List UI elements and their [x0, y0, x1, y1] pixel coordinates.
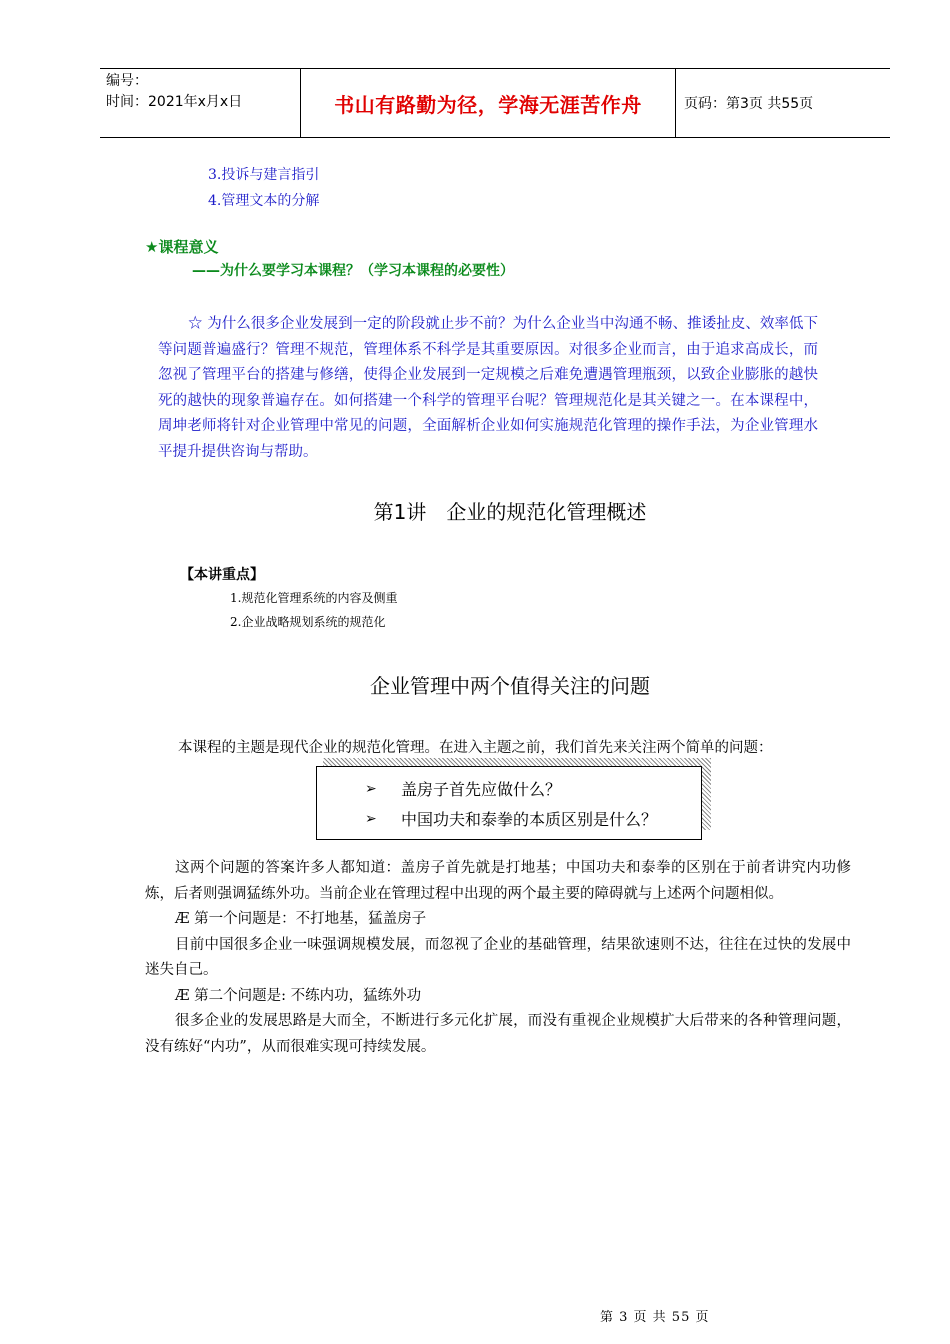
course-meaning-paragraph: ☆ 为什么很多企业发展到一定的阶段就止步不前？为什么企业当中沟通不畅、推诿扯皮、效率低下等问题普遍盛行？管理不规范，管理体系不科学是其重要原因。对很多企业而言，由于追求高成长，而忽视了管理平台的搭建与修缮，使得企业发展到一定规模之后难免遭遇管理瓶颈，以致企业膨胀的越快死的越快的现象普遍存在。如何搭建一个科学的管理平台呢？管理规范化是其关键之一。在本课程中，周坤老师将针对企业管理中常见的问题，全面解析企业如何实施规范化管理的操作手法，为企业管理水平提升提供咨询与帮助。	[158, 316, 818, 460]
arrow-icon: ➢	[365, 780, 377, 797]
page-footer: 第 3 页 共 55 页	[600, 1310, 710, 1325]
body-paragraph: 很多企业的发展思路是大而全，不断进行多元化扩展，而没有重视企业规模扩大后带来的各种管理问题，没有练好“内功”，从而很难实现可持续发展。	[145, 1013, 851, 1055]
header-left-cell	[100, 69, 301, 137]
question-box	[316, 766, 702, 840]
header-motto: 书山有路勤为径，学海无涯苦作舟	[301, 69, 676, 137]
body-paragraph: 这两个问题的答案许多人都知道：盖房子首先就是打地基；中国功夫和泰拳的区别在于前者讲究内功修炼，后者则强调猛练外功。当前企业在管理过程中出现的两个最主要的障碍就与上述两个问题相似。	[145, 860, 851, 902]
question-line	[365, 777, 561, 800]
list-item: 1.规范化管理系统的内容及侧重	[230, 591, 398, 605]
intro-text: 本课程的主题是现代企业的规范化管理。在进入主题之前，我们首先来关注两个简单的问题：	[178, 740, 773, 756]
list-item: 4.管理文本的分解	[208, 193, 320, 209]
number-label: 编号：	[106, 73, 148, 89]
question-line	[365, 807, 657, 830]
body-paragraph: 目前中国很多企业一味强调规模发展，而忽视了企业的基础管理，结果欲速则不达，往往在过快的发展中迷失自己。	[145, 936, 851, 978]
arrow-icon: ➢	[365, 810, 377, 827]
course-meaning-subtitle: ——为什么要学习本课程？（学习本课程的必要性）	[192, 263, 514, 279]
header-page-code: 页码：第3页 共55页	[684, 96, 814, 112]
question-text: 盖房子首先应做什么？	[401, 780, 562, 799]
body-paragraph: Æ 第一个问题是：不打地基，猛盖房子	[175, 911, 427, 927]
course-meaning-title: ★课程意义	[145, 238, 219, 256]
list-item: 2.企业战略规划系统的规范化	[230, 615, 386, 629]
header-table	[100, 68, 890, 138]
body-paragraph: Æ 第二个问题是: 不练内功，猛练外功	[175, 987, 422, 1004]
focus-title: 【本讲重点】	[180, 567, 264, 583]
question-text: 中国功夫和泰拳的本质区别是什么？	[401, 810, 658, 829]
focus-list	[230, 586, 397, 634]
list-item: 3.投诉与建言指引	[208, 167, 320, 183]
topic-title: 企业管理中两个值得关注的问题	[370, 674, 650, 698]
body-text	[145, 856, 851, 1060]
time-label: 时间：2021年x月x日	[106, 94, 243, 110]
top-list	[208, 162, 319, 214]
lecture-title: 第1讲 企业的规范化管理概述	[373, 500, 647, 524]
